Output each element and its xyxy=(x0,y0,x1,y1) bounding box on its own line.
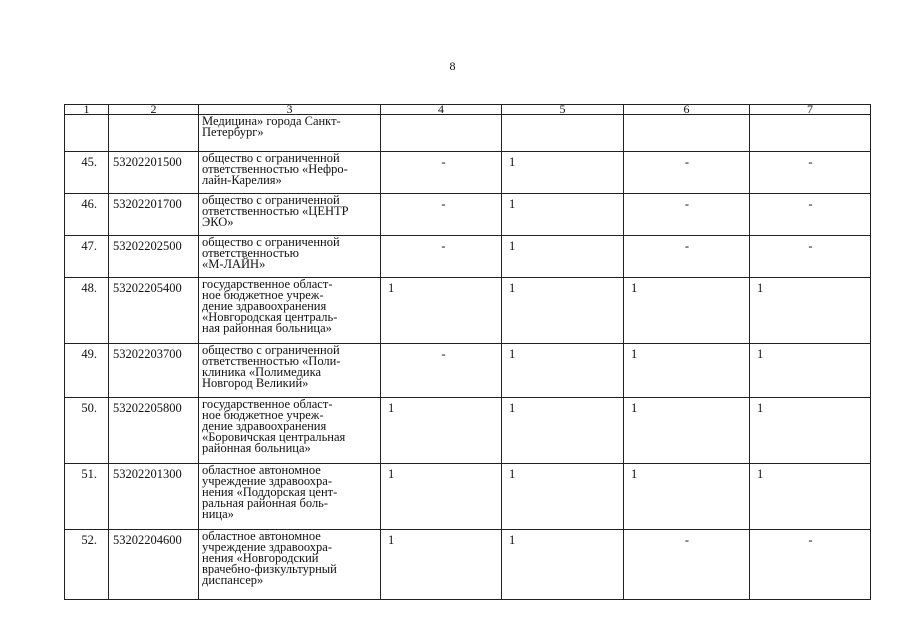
row-name-line: нения «Поддорская цент- xyxy=(202,485,338,499)
row-name-line: областное автономное xyxy=(202,529,321,543)
row-name-line: общество с ограниченной xyxy=(202,343,340,357)
row-c7-value: - xyxy=(808,533,813,547)
continuation-c6-cell xyxy=(624,115,750,152)
row-code-cell: 53202201500 xyxy=(109,152,199,194)
continuation-c5-cell xyxy=(502,115,624,152)
row-c7-cell xyxy=(750,236,871,278)
column-header-5: 5 xyxy=(502,105,624,115)
row-code-cell: 53202202500 xyxy=(109,236,199,278)
row-number-cell: 52. xyxy=(65,530,109,600)
row-c4-value: 1 xyxy=(388,533,395,547)
row-name-cell xyxy=(199,398,381,464)
row-name-line: «М-ЛАЙН» xyxy=(202,257,266,271)
row-c7-value: 1 xyxy=(757,281,764,295)
row-c5-cell xyxy=(502,464,624,530)
row-c6-cell xyxy=(624,236,750,278)
row-c5-cell xyxy=(502,194,624,236)
row-name-line: ответственностью xyxy=(202,246,299,260)
row-c5-cell xyxy=(502,344,624,398)
row-name-cell xyxy=(199,464,381,530)
organizations-table xyxy=(64,104,871,600)
row-name-line: ответственностью «Поли- xyxy=(202,354,341,368)
continuation-name-cell xyxy=(199,115,381,152)
column-header-3: 3 xyxy=(199,105,381,115)
row-c5-value: 1 xyxy=(509,347,516,361)
row-name-line: ральная районная боль- xyxy=(202,496,329,510)
continuation-c4-cell xyxy=(381,115,502,152)
row-c4-cell xyxy=(381,344,502,398)
column-header-2: 2 xyxy=(109,105,199,115)
row-c6-cell xyxy=(624,344,750,398)
row-name-line: учреждение здравоохра- xyxy=(202,474,333,488)
row-c7-value: 1 xyxy=(757,347,764,361)
row-name-line: общество с ограниченной xyxy=(202,193,340,207)
table-row xyxy=(65,236,871,278)
row-c4-value: - xyxy=(441,347,446,361)
row-name-line: общество с ограниченной xyxy=(202,151,340,165)
row-name-line: учреждение здравоохра- xyxy=(202,540,333,554)
row-name-cell xyxy=(199,152,381,194)
row-c7-value: - xyxy=(808,155,813,169)
row-name-line: государственное област- xyxy=(202,397,333,411)
row-number-cell: 49. xyxy=(65,344,109,398)
row-number-cell: 48. xyxy=(65,278,109,344)
table-row xyxy=(65,398,871,464)
row-code-cell: 53202204600 xyxy=(109,530,199,600)
row-c7-value: - xyxy=(808,239,813,253)
row-c6-cell xyxy=(624,464,750,530)
row-c4-cell xyxy=(381,194,502,236)
row-c5-value: 1 xyxy=(509,239,516,253)
row-name-line: дение здравоохранения xyxy=(202,419,327,433)
row-number-cell: 51. xyxy=(65,464,109,530)
row-code-cell: 53202201700 xyxy=(109,194,199,236)
row-c7-cell xyxy=(750,464,871,530)
row-name-line: ответственностью «Нефро- xyxy=(202,162,348,176)
row-name-line: ЭКО» xyxy=(202,215,234,229)
column-header-7: 7 xyxy=(750,105,871,115)
row-code-cell: 53202203700 xyxy=(109,344,199,398)
table-row xyxy=(65,152,871,194)
row-c4-cell xyxy=(381,236,502,278)
continuation-row xyxy=(65,115,871,152)
row-c6-cell xyxy=(624,530,750,600)
row-c6-value: - xyxy=(684,239,690,253)
row-name-cell xyxy=(199,344,381,398)
table-row xyxy=(65,464,871,530)
column-header-4: 4 xyxy=(381,105,502,115)
row-c4-value: 1 xyxy=(388,467,395,481)
row-c4-cell xyxy=(381,530,502,600)
row-c7-cell xyxy=(750,398,871,464)
row-c7-cell xyxy=(750,194,871,236)
row-name-line: областное автономное xyxy=(202,463,321,477)
row-c6-value: - xyxy=(684,533,690,547)
row-name-cell xyxy=(199,194,381,236)
row-name-line: клиника «Полимедика xyxy=(202,365,322,379)
row-c6-value: 1 xyxy=(631,467,638,481)
continuation-name-line: Медицина» города Санкт- xyxy=(202,114,341,128)
row-c7-cell xyxy=(750,152,871,194)
row-number-cell: 47. xyxy=(65,236,109,278)
row-c4-cell xyxy=(381,464,502,530)
table-row xyxy=(65,530,871,600)
row-c5-cell xyxy=(502,530,624,600)
row-c6-value: 1 xyxy=(631,401,638,415)
row-name-cell xyxy=(199,530,381,600)
row-name-line: общество с ограниченной xyxy=(202,235,340,249)
row-c5-cell xyxy=(502,278,624,344)
row-c6-cell xyxy=(624,194,750,236)
row-c6-value: - xyxy=(684,197,690,211)
row-c6-value: 1 xyxy=(631,347,638,361)
row-name-line: диспансер» xyxy=(202,573,264,587)
continuation-c7-cell xyxy=(750,115,871,152)
row-name-line: дение здравоохранения xyxy=(202,299,327,313)
table-row xyxy=(65,194,871,236)
row-name-line: Новгород Великий» xyxy=(202,376,309,390)
row-name-line: врачебно-физкультурный xyxy=(202,562,337,576)
row-c5-value: 1 xyxy=(509,401,516,415)
table-row xyxy=(65,278,871,344)
row-c7-cell xyxy=(750,530,871,600)
row-c5-value: 1 xyxy=(509,155,516,169)
row-number-cell: 50. xyxy=(65,398,109,464)
row-c4-cell xyxy=(381,398,502,464)
row-c5-cell xyxy=(502,398,624,464)
row-name-line: нения «Новгородский xyxy=(202,551,319,565)
row-code-cell: 53202201300 xyxy=(109,464,199,530)
row-name-line: лайн-Карелия» xyxy=(202,173,282,187)
row-code-cell: 53202205400 xyxy=(109,278,199,344)
row-c6-value: - xyxy=(684,155,690,169)
table-header-row xyxy=(65,105,871,115)
row-c4-cell xyxy=(381,278,502,344)
row-c6-cell xyxy=(624,152,750,194)
row-c6-cell xyxy=(624,278,750,344)
row-c5-value: 1 xyxy=(509,281,516,295)
row-name-line: районная больница» xyxy=(202,441,311,455)
row-name-line: ная районная больница» xyxy=(202,321,332,335)
row-name-line: государственное област- xyxy=(202,277,333,291)
row-c7-value: - xyxy=(808,197,813,211)
row-c6-value: 1 xyxy=(631,281,638,295)
row-c4-value: 1 xyxy=(388,281,395,295)
row-name-line: «Боровичская центральная xyxy=(202,430,346,444)
row-name-line: ное бюджетное учреж- xyxy=(202,288,324,302)
row-c7-value: 1 xyxy=(757,467,764,481)
row-c5-value: 1 xyxy=(509,197,516,211)
column-header-1: 1 xyxy=(65,105,109,115)
column-header-6: 6 xyxy=(624,105,750,115)
row-c5-value: 1 xyxy=(509,467,516,481)
row-code-cell: 53202205800 xyxy=(109,398,199,464)
row-number-cell: 46. xyxy=(65,194,109,236)
row-c4-value: - xyxy=(441,155,446,169)
row-c4-cell xyxy=(381,152,502,194)
row-c4-value: 1 xyxy=(388,401,395,415)
row-name-line: ное бюджетное учреж- xyxy=(202,408,324,422)
row-c5-value: 1 xyxy=(509,533,516,547)
continuation-num-cell xyxy=(65,115,109,152)
page-number: 8 xyxy=(449,59,456,73)
row-c4-value: - xyxy=(441,239,446,253)
row-c7-cell xyxy=(750,278,871,344)
row-c5-cell xyxy=(502,236,624,278)
continuation-name-line: Петербург» xyxy=(202,125,264,139)
row-c7-value: 1 xyxy=(757,401,764,415)
table-row xyxy=(65,344,871,398)
row-name-cell xyxy=(199,278,381,344)
continuation-code-cell xyxy=(109,115,199,152)
row-name-line: «Новгородская централь- xyxy=(202,310,338,324)
row-name-line: ответственностью «ЦЕНТР xyxy=(202,204,349,218)
row-c5-cell xyxy=(502,152,624,194)
row-name-line: ница» xyxy=(202,507,234,521)
row-c6-cell xyxy=(624,398,750,464)
row-number-cell: 45. xyxy=(65,152,109,194)
row-c7-cell xyxy=(750,344,871,398)
row-c4-value: - xyxy=(441,197,446,211)
row-name-cell xyxy=(199,236,381,278)
